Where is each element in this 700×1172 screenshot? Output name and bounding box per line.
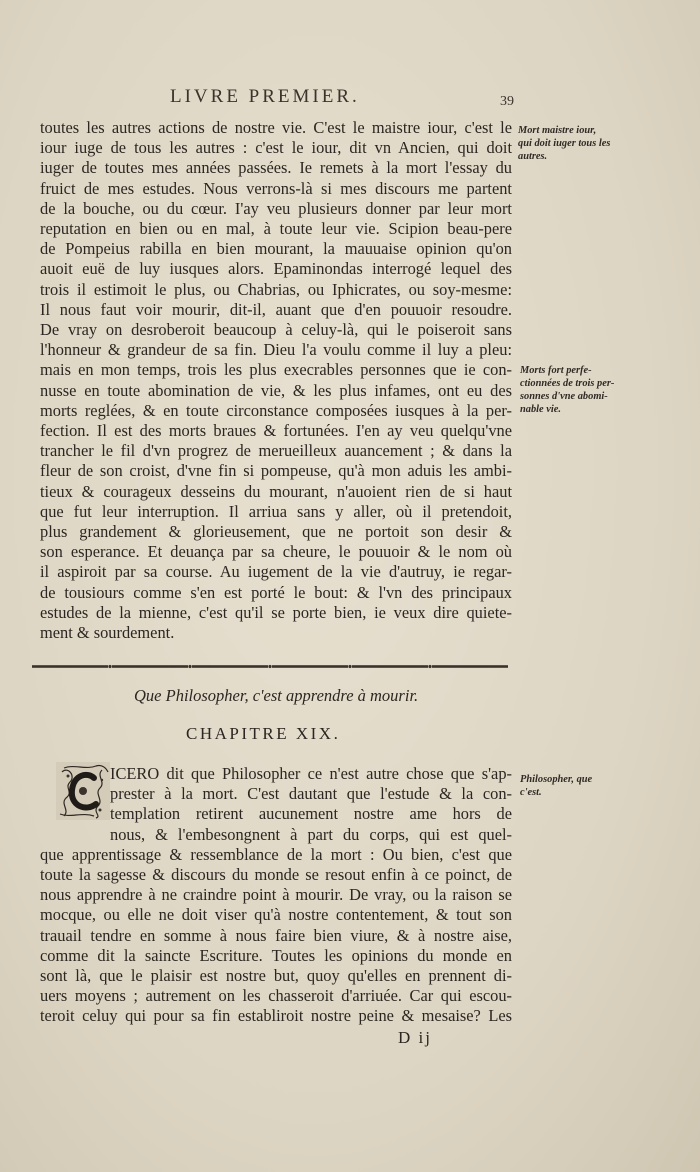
margin-note-line: Philosopher, que bbox=[520, 774, 593, 785]
running-head: LIVRE PREMIER. bbox=[170, 86, 360, 107]
text-line: Il nous faut voir mourir, dit-il, auant que d'en pouuoir resoudre. bbox=[40, 299, 512, 319]
text-line: trancher le fil d'vn progrez de merueilleux auancement ; & dans la bbox=[40, 441, 512, 461]
text-line: iuger de toutes mes années passées. Ie remets à la mort l'essay du bbox=[40, 158, 512, 178]
ornamental-rule bbox=[32, 662, 508, 672]
margin-note-line: ctionnées de trois per- bbox=[520, 378, 615, 389]
text-line: de tousiours comme s'en est porté le bout: & l'vn des principaux bbox=[40, 582, 512, 602]
text-line: fleur de son croist, d'vne fin si pompeuse, qu'à mon aduis les ambi- bbox=[40, 461, 512, 481]
text-line: trois il estimoit le plus, ou Chabrias, ou Iphicrates, ou soy-mesme: bbox=[40, 279, 512, 299]
margin-note-line: sonnes d'vne abomi- bbox=[520, 391, 608, 402]
margin-note-line: Morts fort perfe- bbox=[520, 365, 592, 376]
text-line: De vray on desroberoit beaucoup à celuy-là, qui le poiseroit sans bbox=[40, 320, 512, 340]
margin-note-line: qui doit iuger tous les bbox=[518, 138, 611, 149]
text-block-chapter bbox=[40, 764, 512, 1027]
margin-note bbox=[518, 124, 630, 163]
margin-note-line: nable vie. bbox=[520, 404, 561, 415]
margin-note bbox=[520, 773, 632, 799]
text-line: fection. Il est des morts braues & fortunées. I'en ay veu quelqu'vne bbox=[40, 421, 512, 441]
text-line: de Pompeius rabilla en bien mourant, la mauuaise opinion qu'on bbox=[40, 239, 512, 259]
text-line: que fut leur interruption. Il arriua sans y aller, où il pretendoit, bbox=[40, 501, 512, 521]
text-line: tieux & courageux desseins du mourant, n'auoient rien de si haut bbox=[40, 481, 512, 501]
chapter-title: Que Philosopher, c'est apprendre à mourir. bbox=[134, 686, 419, 705]
text-line: ICERO dit que Philosopher ce n'est autre chose que s'ap- bbox=[110, 764, 512, 783]
text-line: mocque, ou elle ne doit viser qu'à nostre contentement, & tout son bbox=[40, 905, 512, 925]
text-line: trauail tendre en somme à nous faire bien viure, & à nostre aise, bbox=[40, 925, 512, 945]
text-line: mais en mon temps, trois les plus execrables personnes que ie con- bbox=[40, 360, 512, 380]
text-line: morts reglées, & en toute circonstance composées iusques à la per- bbox=[40, 400, 512, 420]
text-line: toute la sagesse & discours du monde se resout enfin à ce poinct, de bbox=[40, 865, 512, 885]
text-line: son esperance. Et deuança par sa cheure, le pouuoir & le nom où bbox=[40, 542, 512, 562]
margin-note-line: c'est. bbox=[520, 787, 542, 798]
text-line: comme dit la saincte Escriture. Toutes les opinions du monde en bbox=[40, 945, 512, 965]
signature-mark: D ij bbox=[398, 1028, 432, 1047]
text-line: auoit euë de luy iusques alors. Epaminondas interrogé lequel des bbox=[40, 259, 512, 279]
margin-note bbox=[520, 364, 632, 416]
text-line: iour iuge de tous les autres : c'est le iour, dit vn Ancien, qui doit bbox=[40, 138, 512, 158]
text-line: nous, & l'embesongnent à part du corps, qui est quel- bbox=[110, 824, 512, 844]
text-line: nusse en toute abomination de vie, & les plus infames, ont eu des bbox=[40, 380, 512, 400]
margin-note-line: autres. bbox=[518, 151, 548, 162]
text-line: sont là, que le plaisir est nostre but, quoy qu'elles en prennent di- bbox=[40, 966, 512, 986]
text-line: teroit celuy qui pour sa fin establiroit nostre peine & mesaise? Les bbox=[40, 1006, 512, 1026]
text-line: l'honneur & grandeur de sa fin. Dieu l'a voulu comme il luy a pleu: bbox=[40, 340, 512, 360]
text-line: que apprentissage & ressemblance de la mort : Ou bien, c'est que bbox=[40, 844, 512, 864]
text-line: uers moyens ; autrement on les chasseroit d'arriuée. Car qui escou- bbox=[40, 986, 512, 1006]
text-line: plus grandement & glorieusement, que ne portoit son desir & bbox=[40, 522, 512, 542]
text-line: reputation en bien ou en mal, à toute leur vie. Scipion beau-pere bbox=[40, 219, 512, 239]
text-line: fruict de mes estudes. Nous verrons-là si mes discours me partent bbox=[40, 178, 512, 198]
text-line: toutes les autres actions de nostre vie. C'est le maistre iour, c'est le bbox=[40, 118, 512, 137]
text-line: nous apprendre à ne craindre point à mourir. De vray, ou la raison se bbox=[40, 885, 512, 905]
text-line: estudes de la mienne, c'est qu'il se porte bien, ie veux dire quiete- bbox=[40, 602, 512, 622]
margin-note-line: Mort maistre iour, bbox=[518, 125, 597, 136]
text-line: il aspiroit par sa course. Au iugement de la vie d'autruy, ie regar- bbox=[40, 562, 512, 582]
text-block-top bbox=[40, 118, 512, 643]
text-line: ment & sourdement. bbox=[40, 623, 175, 643]
page-number: 39 bbox=[500, 94, 514, 109]
text-line: de la bouche, ou du cœur. I'ay veu plusieurs donner par leur mort bbox=[40, 198, 512, 218]
text-line: templation retirent aucunement nostre ame hors de bbox=[110, 804, 512, 824]
chapter-heading: CHAPITRE XIX. bbox=[186, 724, 341, 743]
text-line: prester à la mort. C'est dautant que l'estude & la con- bbox=[110, 784, 512, 804]
